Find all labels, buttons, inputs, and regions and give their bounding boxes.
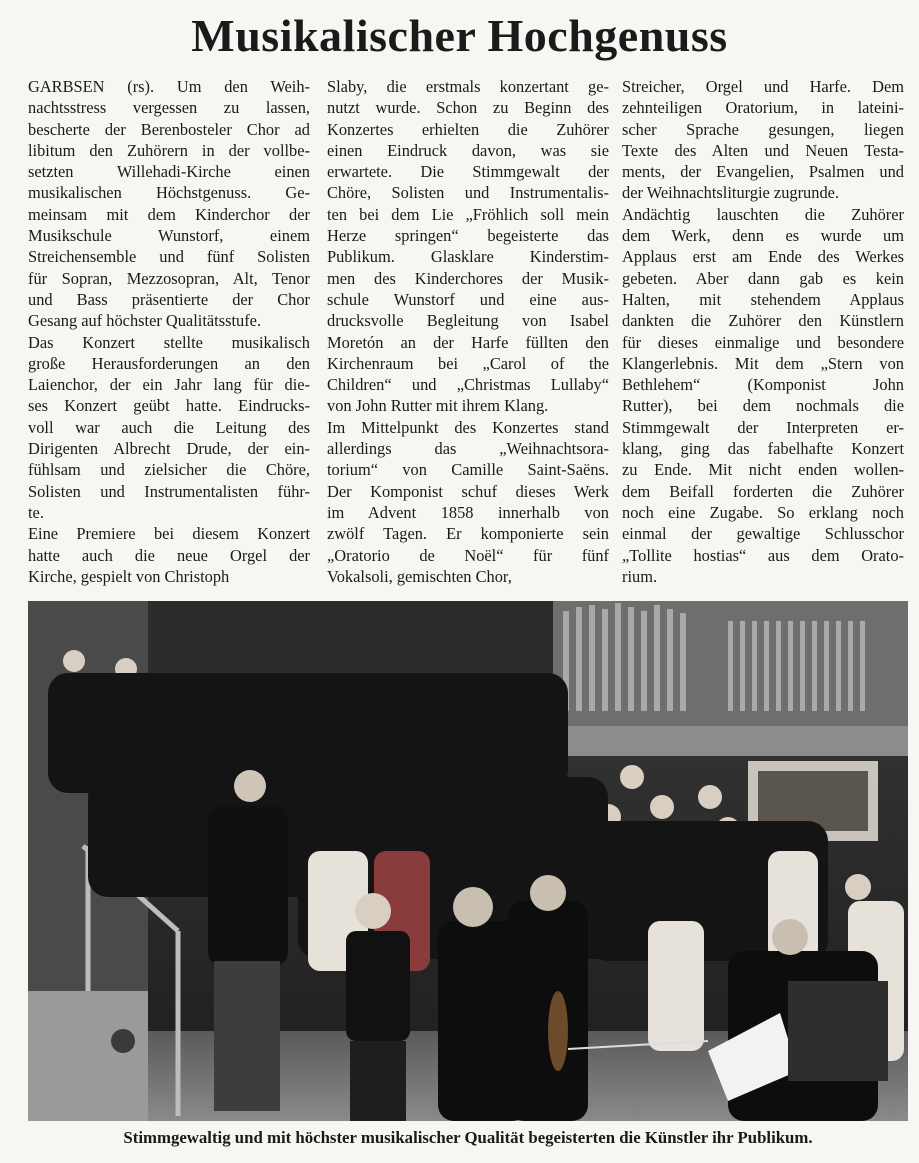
text-line: torium“ von Camille Saint-Saëns. (327, 460, 609, 480)
text-line: von John Rutter mit ihrem Klang. (327, 396, 549, 416)
text-line: Rutter), bei dem nochmals die (622, 396, 904, 416)
text-line: rium. (622, 566, 658, 586)
text-line: Dirigenten Albrecht Drude, der ein- (28, 439, 310, 459)
text-line: Chöre, Solisten und Instrumentalis- (327, 183, 609, 203)
text-line: Musikschule Wunstorf, einem (28, 226, 310, 246)
text-line: Gesang auf höchster Qualitätsstufe. (28, 311, 262, 331)
headline: Musikalischer Hochgenuss (191, 10, 728, 61)
text-line: Andächtig lauschten die Zuhörer (622, 204, 904, 224)
conductor (208, 770, 288, 1111)
text-line: große Herausforderungen an den (28, 353, 310, 373)
text-line: ses Konzert geübt hatte. Eindrucks- (28, 396, 310, 416)
text-line: Stimmgewalt der Interpreten er- (622, 417, 904, 437)
text-line: men des Kinderchores der Musik- (327, 268, 609, 288)
text-line: für Sopran, Mezzosopran, Alt, Tenor (28, 268, 310, 288)
text-line: te. (28, 502, 44, 522)
article-column-3 (622, 76, 904, 587)
text-line: dankten die Zuhörer den Künstlern (622, 311, 904, 331)
text-line: Solisten und Instrumentalisten führ- (28, 481, 310, 501)
text-line: Eine Premiere bei diesem Konzert (28, 524, 310, 544)
text-line: zehnteiligen Oratorium, in lateini- (622, 98, 904, 118)
text-line: „Tollite hostias“ aus dem Orato- (622, 545, 904, 565)
text-line: für dieses einmalige und besondere (622, 332, 904, 352)
text-line: Publikum. Glasklare Kinderstim- (327, 247, 609, 267)
photo-caption: Stimmgewaltig und mit höchster musikalischer Qualität begeisterten die Künstler ihr Publikum. (123, 1128, 813, 1147)
text-line: noch eine Zugabe. So erklang noch (622, 502, 904, 522)
text-line: hatte auch die neue Orgel der (28, 545, 310, 565)
text-line: Laienchor, der ein Jahr lang für die- (28, 375, 310, 395)
text-line: „Oratorio de Noël“ für fünf (327, 545, 609, 565)
text-line: gebeten. Aber dann gab es kein (622, 268, 904, 288)
text-line: dem Werk, denn es wurde um (622, 226, 904, 246)
text-line: meinsam mit dem Kinderchor der (28, 204, 310, 224)
text-line: Kirche, gespielt von Christoph (28, 566, 230, 586)
choir-photo (28, 601, 908, 1121)
text-line: voll war auch die Leitung des (28, 417, 310, 437)
text-line: Bethlehem“ (Komponist John (622, 375, 904, 395)
text-line: bescherte der Berenbosteler Chor ad (28, 119, 310, 139)
text-line: Klangerlebnis. Mit dem „Stern von (622, 353, 904, 373)
text-line: Streichensemble und fünf Solisten (28, 247, 310, 267)
text-line: und Bass präsentierte der Chor (28, 289, 310, 309)
text-line: ments, der Evangelien, Psalmen und (622, 162, 904, 182)
text-line: musikalischen Höchstgenuss. Ge- (28, 183, 310, 203)
text-line: drucksvolle Begleitung von Isabel (327, 311, 609, 331)
text-line: schule Wunstorf und eine aus- (327, 289, 609, 309)
text-line: einen Eindruck davon, was sie (327, 140, 609, 160)
text-line: Kirchenraum bei „Carol of the (327, 353, 609, 373)
text-line: Vokalsoli, gemischten Chor, (327, 566, 512, 586)
text-line: Texte des Alten und Neuen Testa- (622, 140, 904, 160)
text-line: Herze springen“ begeisterte das (327, 226, 609, 246)
text-line: Slaby, die erstmals konzertant ge- (327, 77, 609, 96)
text-line: allerdings das „Weihnachtsora- (327, 439, 609, 459)
text-line: Der Komponist schuf dieses Werk (327, 481, 609, 501)
article-column-2 (327, 76, 609, 587)
text-line: zwölf Tagen. Er komponierte sein (327, 524, 609, 544)
text-line: Halten, mit stehendem Applaus (622, 289, 904, 309)
text-line: nachtsstress vergessen zu lassen, (28, 98, 310, 118)
text-line: Moretón an der Harfe füllten den (327, 332, 609, 352)
text-line: klang, ging das fabelhafte Konzert (622, 439, 904, 459)
text-line: Children“ und „Christmas Lullaby“ (327, 375, 609, 395)
article-body (28, 76, 908, 596)
text-line: GARBSEN (rs). Um den Weih- (28, 77, 310, 96)
text-line: einmal der gewaltige Schlusschor (622, 524, 904, 544)
text-line: Applaus erst am Ende des Werkes (622, 247, 904, 267)
text-line: Streicher, Orgel und Harfe. Dem (622, 77, 904, 96)
text-line: scher Sprache gesungen, liegen (622, 119, 904, 139)
text-line: ten bei dem Lie „Fröhlich soll mein (327, 204, 609, 224)
text-line: libitum den Zuhörern in der vollbe- (28, 140, 310, 160)
text-line: fühlsam und zielsicher die Chöre, (28, 460, 310, 480)
text-line: Konzertes erhielten die Zuhörer (327, 119, 609, 139)
text-line: zu Ende. Mit nicht enden wollen- (622, 460, 904, 480)
text-line: der Weihnachtsliturgie zugrunde. (622, 183, 840, 203)
text-line: dem Beifall forderten die Zuhörer (622, 481, 904, 501)
article-column-1 (28, 76, 310, 587)
text-line: Im Mittelpunkt des Konzertes stand (327, 417, 609, 437)
text-line: Das Konzert stellte musikalisch (28, 332, 310, 352)
text-line: setzten Willehadi-Kirche einen (28, 162, 310, 182)
text-line: nutzt wurde. Schon zu Beginn des (327, 98, 609, 118)
text-line: im Advent 1858 innerhalb von (327, 502, 609, 522)
text-line: erwartete. Die Stimmgewalt der (327, 162, 609, 182)
